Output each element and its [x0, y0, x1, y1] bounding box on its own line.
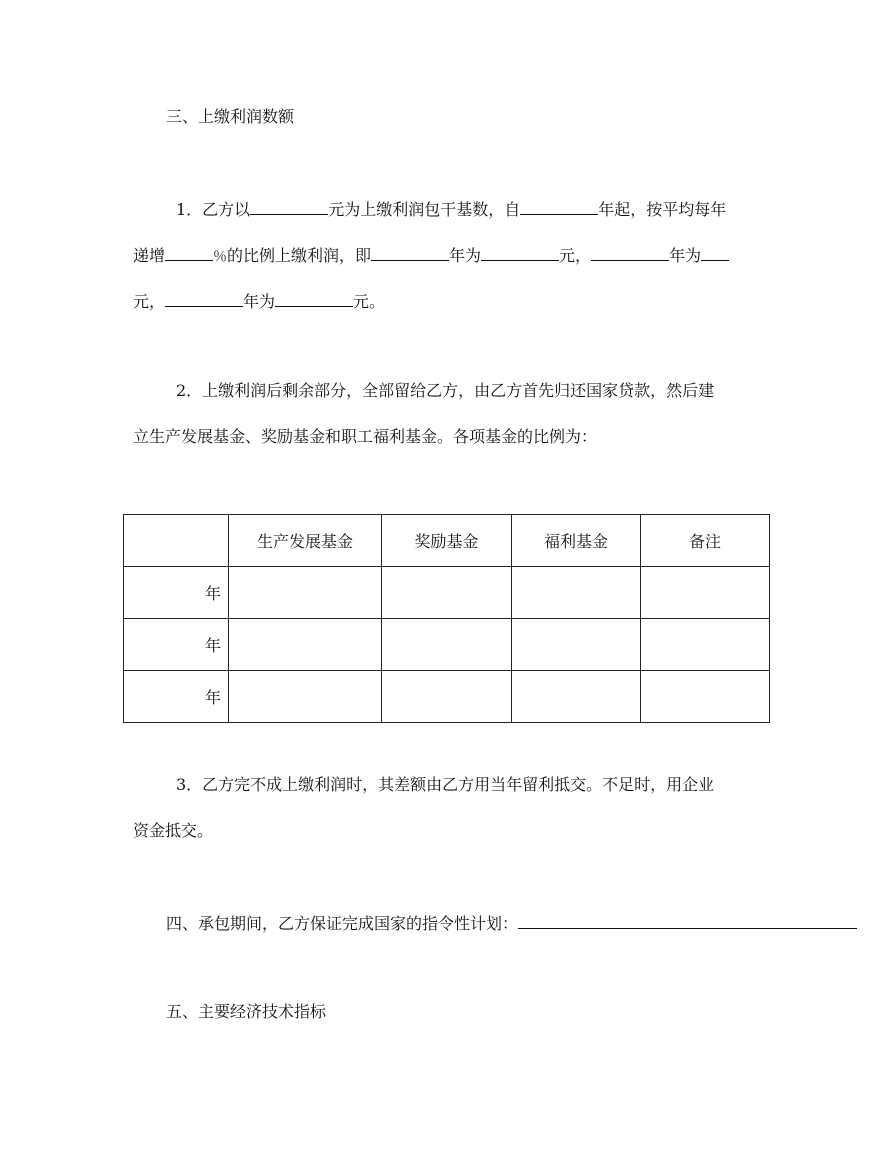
item1-text-h: 年为 [669, 246, 702, 265]
section3-heading: 三、上缴利润数额 [166, 107, 295, 126]
percent-sign: ％ [213, 249, 228, 265]
section4-line [166, 912, 857, 934]
item1-text-f: 年为 [449, 246, 482, 265]
increase-rate-blank[interactable] [165, 244, 213, 261]
table-row [124, 567, 770, 619]
mandatory-plan-blank[interactable] [518, 912, 857, 929]
row-year-label: 年 [124, 671, 229, 723]
item1-text-k: 元。 [353, 292, 386, 311]
header-bonus-fund: 奖励基金 [382, 515, 512, 567]
table-cell[interactable] [641, 619, 770, 671]
section4-text: 四、承包期间，乙方保证完成国家的指令性计划： [166, 914, 519, 933]
item1-text-e: 的比例上缴利润，即 [227, 246, 372, 265]
item1-line1 [176, 198, 726, 220]
fund-ratio-table [123, 514, 770, 723]
table-row [124, 671, 770, 723]
table-cell[interactable] [229, 619, 382, 671]
table-cell[interactable] [641, 567, 770, 619]
item1-text-b: 元为上缴利润包干基数，自 [328, 200, 521, 219]
item1-text-d: 递增 [133, 246, 166, 265]
table-cell[interactable] [382, 671, 512, 723]
start-year-blank[interactable] [520, 198, 598, 215]
row-year-label: 年 [124, 567, 229, 619]
item2-line1: 2．上缴利润后剩余部分，全部留给乙方，由乙方首先归还国家贷款，然后建 [176, 381, 715, 400]
amount1-blank[interactable] [481, 244, 559, 261]
year1-blank[interactable] [371, 244, 449, 261]
table-row [124, 619, 770, 671]
item1-text-c: 年起，按平均每年 [598, 200, 727, 219]
table-cell[interactable] [512, 567, 641, 619]
table-header-row [124, 515, 770, 567]
item1-text-j: 年为 [243, 292, 276, 311]
table-cell[interactable] [229, 567, 382, 619]
table-cell[interactable] [641, 671, 770, 723]
base-amount-blank[interactable] [250, 198, 328, 215]
table-cell[interactable] [512, 671, 641, 723]
item2-line2: 立生产发展基金、奖励基金和职工福利基金。各项基金的比例为： [133, 427, 598, 446]
amount3-blank[interactable] [275, 290, 353, 307]
table-cell[interactable] [382, 619, 512, 671]
header-welfare-fund: 福利基金 [512, 515, 641, 567]
amount2-blank-part1[interactable] [701, 244, 729, 261]
year2-blank[interactable] [591, 244, 669, 261]
header-remarks: 备注 [641, 515, 770, 567]
item1-text-i: 元， [133, 292, 166, 311]
item1-text-a: 1．乙方以 [176, 200, 251, 219]
section5-heading: 五、主要经济技术指标 [166, 1002, 327, 1021]
header-cell-empty [124, 515, 229, 567]
table-cell[interactable] [382, 567, 512, 619]
table-cell[interactable] [512, 619, 641, 671]
item3-line1: 3．乙方完不成上缴利润时，其差额由乙方用当年留利抵交。不足时，用企业 [176, 775, 715, 794]
item1-line2 [133, 244, 729, 267]
row-year-label: 年 [124, 619, 229, 671]
table-cell[interactable] [229, 671, 382, 723]
year3-blank[interactable] [165, 290, 243, 307]
item1-text-g: 元， [559, 246, 592, 265]
header-production-fund: 生产发展基金 [229, 515, 382, 567]
item1-line3 [133, 290, 385, 312]
item3-line2: 资金抵交。 [133, 821, 214, 840]
